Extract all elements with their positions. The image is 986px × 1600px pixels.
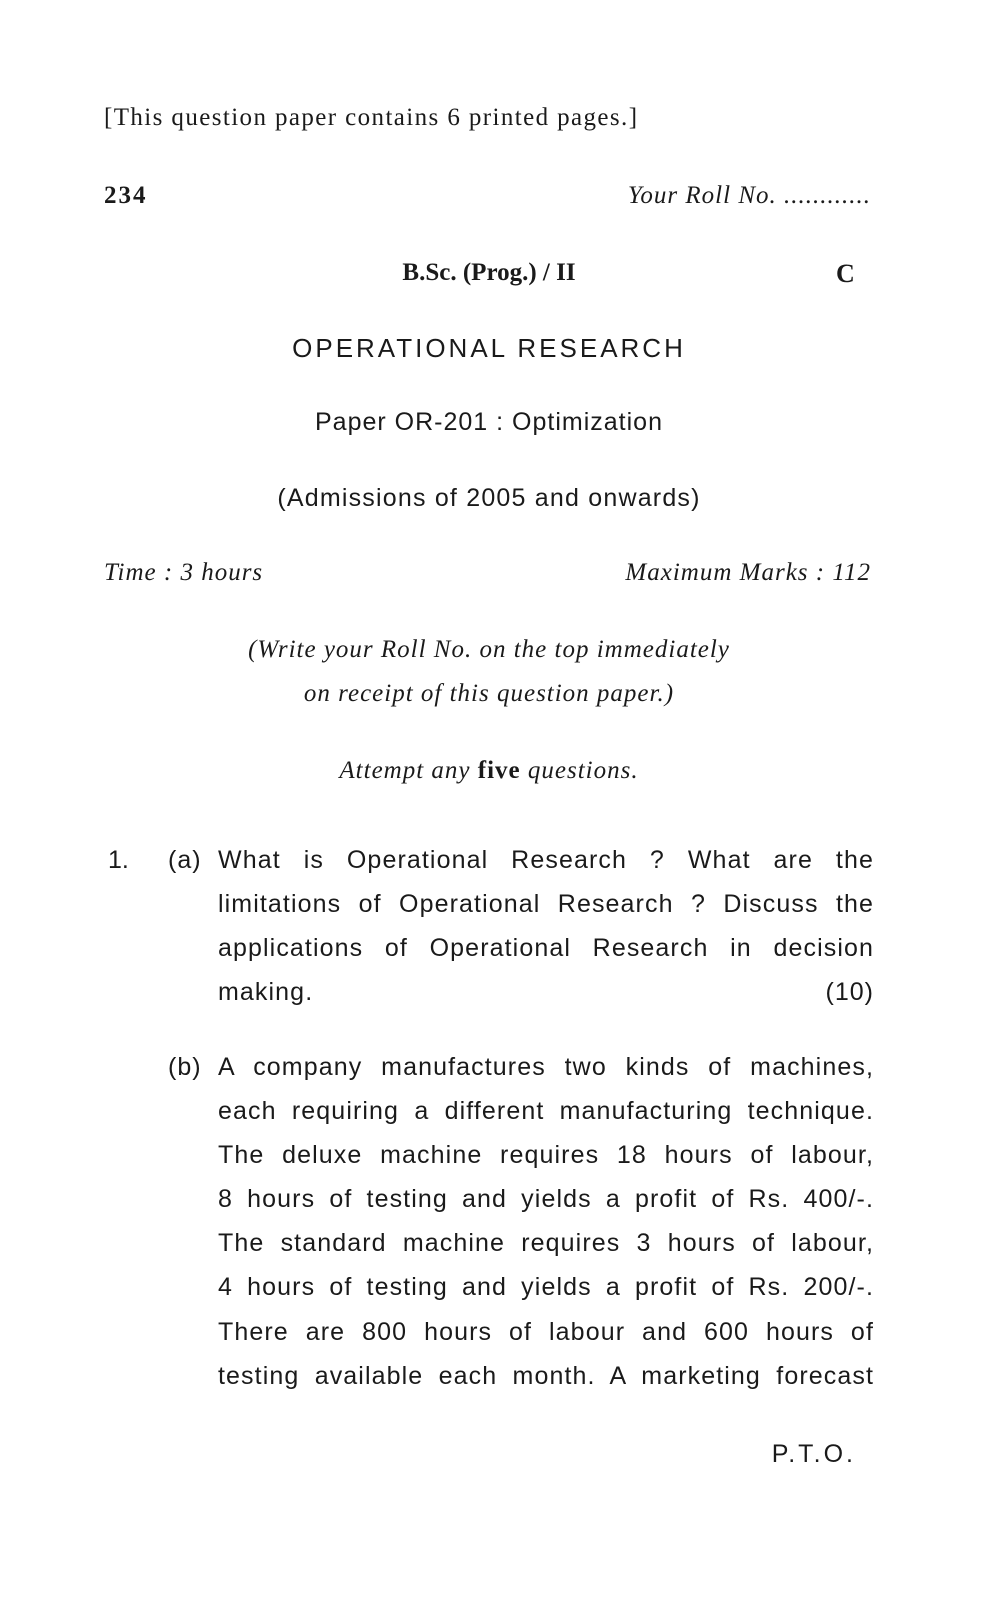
part-b-line: each requiring a different manufacturing technique. — [218, 1097, 874, 1125]
attempt-suffix: questions. — [527, 757, 639, 784]
time-allowed: Time : 3 hours — [104, 559, 264, 586]
attempt-prefix: Attempt any — [339, 757, 471, 784]
part-a-line: limitations of Operational Research ? Discuss the — [218, 890, 874, 918]
paper-code: 234 — [104, 182, 148, 209]
part-a-marks: (10) — [825, 978, 874, 1006]
part-a-line: applications of Operational Research in decision — [218, 934, 874, 962]
attempt-instruction — [0, 757, 978, 785]
part-a-line: making. — [218, 978, 314, 1006]
roll-number-field: Your Roll No. ............ — [627, 182, 871, 209]
admissions-note: (Admissions of 2005 and onwards) — [277, 484, 701, 512]
part-a-line: What is Operational Research ? What are the — [218, 846, 874, 874]
part-b-line: The deluxe machine requires 18 hours of labour, — [218, 1141, 874, 1169]
part-b-line: There are 800 hours of labour and 600 hours of — [218, 1318, 874, 1346]
instruction-line-1: (Write your Roll No. on the top immediately — [248, 636, 730, 663]
part-b-line: The standard machine requires 3 hours of labour, — [218, 1229, 874, 1257]
part-b-line: A company manufactures two kinds of machines, — [218, 1053, 874, 1081]
question-number: 1. — [108, 846, 129, 874]
page-count-note: [This question paper contains 6 printed pages.] — [104, 104, 639, 131]
subject-title: OPERATIONAL RESEARCH — [292, 333, 686, 363]
paper-set-letter: C — [836, 259, 855, 288]
part-b-line: 4 hours of testing and yields a profit of Rs. 200/-. — [218, 1273, 874, 1301]
part-b-line: 8 hours of testing and yields a profit of Rs. 400/-. — [218, 1185, 874, 1213]
maximum-marks: Maximum Marks : 112 — [625, 559, 871, 586]
please-turn-over: P.T.O. — [771, 1440, 856, 1468]
part-b-line: testing available each month. A marketing forecast — [218, 1362, 874, 1390]
course-title: B.Sc. (Prog.) / II — [402, 259, 576, 286]
part-label-b: (b) — [168, 1053, 202, 1081]
paper-name: Paper OR-201 : Optimization — [315, 408, 663, 436]
attempt-count: five — [477, 757, 521, 784]
part-label-a: (a) — [168, 846, 202, 874]
instruction-line-2: on receipt of this question paper.) — [303, 680, 675, 707]
